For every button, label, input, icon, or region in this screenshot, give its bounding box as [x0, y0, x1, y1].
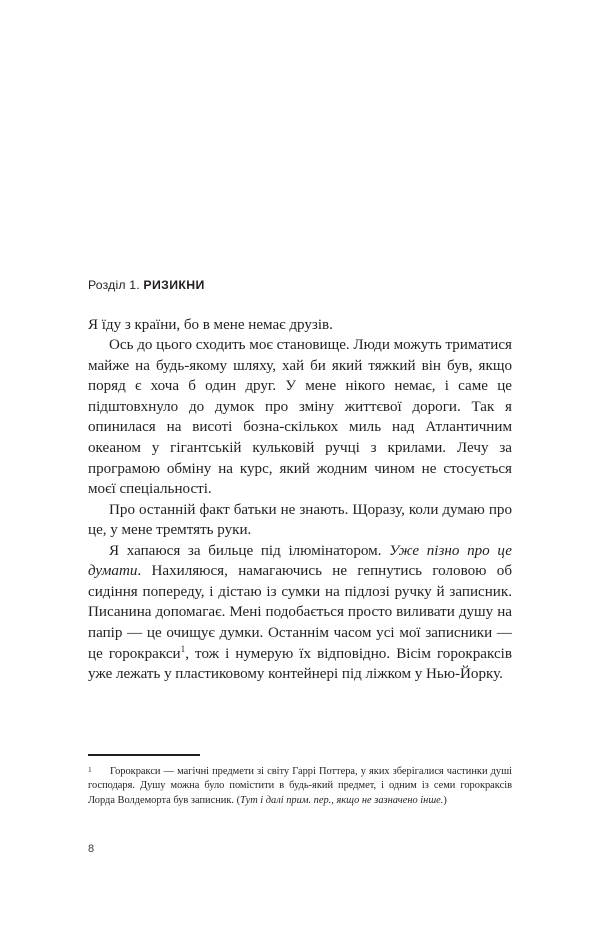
footnote-text: Горокракси — магічні предмети зі світу Гаррі Поттера, у яких зберігалися частинки душі господаря. Душу можна було помістити в будь-який предмет, і одним із семи горокраксів Лорда Волдеморта був записник. (Тут і далі прим. пер., якщо не зазначено інше.)	[88, 765, 512, 806]
body-text	[88, 315, 512, 685]
paragraph: Я їду з країни, бо в мене немає друзів.	[88, 316, 333, 333]
paragraph: Я хапаюся за бильце під ілюмінатором. Уже пізно про це думати. Нахиляюся, намагаючись не гепнутись головою об сидіння попереду, і дістаю із сумки на підлозі ручку й записник. Писанина допомагає. Мені подобається просто виливати душу на папір — це очищує думки. Останнім часом усі мої записники — це горокракси$^1$, тож і нумерую їх відповідно. Вісім горокраксів уже лежать у пластиковому контейнері під ліжком у Нью-Йорку.	[88, 542, 512, 683]
chapter-number: Розділ 1.	[88, 278, 140, 292]
page-number: 8	[88, 843, 95, 855]
footnote-separator-rule	[88, 754, 200, 756]
footnote	[88, 765, 512, 809]
footnote-area	[88, 754, 512, 808]
page-content	[88, 278, 512, 685]
footnote-marker: 1	[88, 764, 92, 774]
paragraph: Ось до цього сходить моє становище. Люди можуть триматися майже на будь-якому шляху, хай би який тяжкий він був, якщо поряд є хоча б один друг. У мене нікого немає, і саме це підштовхнуло до думок про зміну життєвої дороги. Так я опинилася на висоті бозна-скількох миль над Атлантичним океаном у гігантській кульковій ручці з крилами. Лечу за програмою обміну на курс, який жодним чином не стосується моєї спеціальності.	[88, 337, 512, 498]
chapter-title: РИЗИКНИ	[143, 278, 205, 292]
paragraph: Про останній факт батьки не знають. Щоразу, коли думаю про це, у мене тремтять руки.	[88, 501, 512, 539]
chapter-heading	[88, 278, 512, 293]
